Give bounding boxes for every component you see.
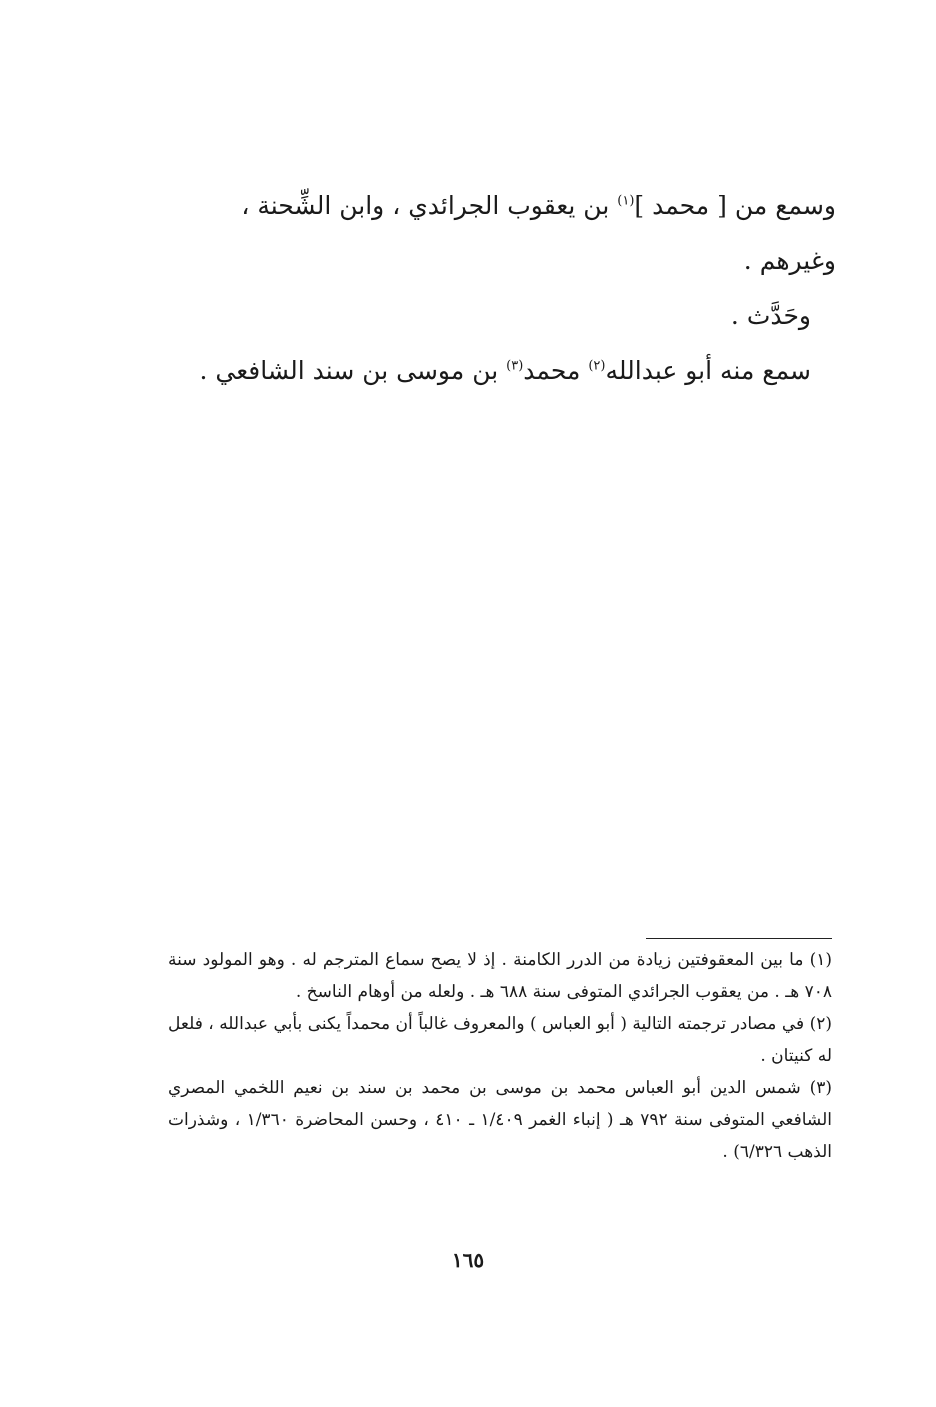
main-text xyxy=(156,178,836,398)
main-line-3: وحَدَّث . xyxy=(730,301,811,330)
footnotes xyxy=(168,944,832,1168)
footnote-3-number: (٣) xyxy=(809,1078,832,1098)
main-line-1-text: وسمع من [ محمد ] xyxy=(634,191,836,220)
main-line-4 xyxy=(156,343,836,398)
footnote-1 xyxy=(168,944,832,1008)
footnote-1-number: (١) xyxy=(809,950,832,970)
main-line-1 xyxy=(156,178,836,233)
footnote-3 xyxy=(168,1072,832,1168)
main-line-2: وغيرهم . xyxy=(743,246,836,275)
main-line-4-part-a: سمع منه أبو عبدالله xyxy=(605,356,811,385)
footnote-2-number: (٢) xyxy=(809,1014,832,1034)
footnote-2-text: في مصادر ترجمته التالية ( أبو العباس ) والمعروف غالباً أن محمداً يكنى بأبي عبدالله ، فلعل له كنيتان . xyxy=(168,1014,832,1066)
footnote-separator xyxy=(646,938,832,939)
footnote-ref-2: (٢) xyxy=(588,358,606,374)
main-line-4-part-c: بن موسى بن سند الشافعي . xyxy=(199,356,507,385)
footnote-2 xyxy=(168,1008,832,1072)
footnote-ref-3: (٣) xyxy=(506,358,524,374)
footnote-1-text: ما بين المعقوفتين زيادة من الدرر الكامنة . إذ لا يصح سماع المترجم له . وهو المولود سنة ٧٠٨ هـ . من يعقوب الجرائدي المتوفى سنة ٦٨٨ هـ . ولعله من أوهام الناسخ . xyxy=(168,950,832,1002)
page-number: ١٦٥ xyxy=(451,1248,485,1272)
footnote-3-text: شمس الدين أبو العباس محمد بن موسى بن محمد بن سند بن نعيم اللخمي المصري الشافعي المتوفى سنة ٧٩٢ هـ ( إنباء الغمر ١/٤٠٩ ـ ٤١٠ ، وحسن المحاضرة ١/٣٦٠ ، وشذرات الذهب ٦/٣٢٦) . xyxy=(168,1078,833,1162)
footnote-ref-1: (١) xyxy=(617,193,635,209)
main-line-1-continuation: بن يعقوب الجرائدي ، وابن الشِّحنة ، xyxy=(241,191,618,220)
main-line-4-part-b: محمد xyxy=(523,356,589,385)
